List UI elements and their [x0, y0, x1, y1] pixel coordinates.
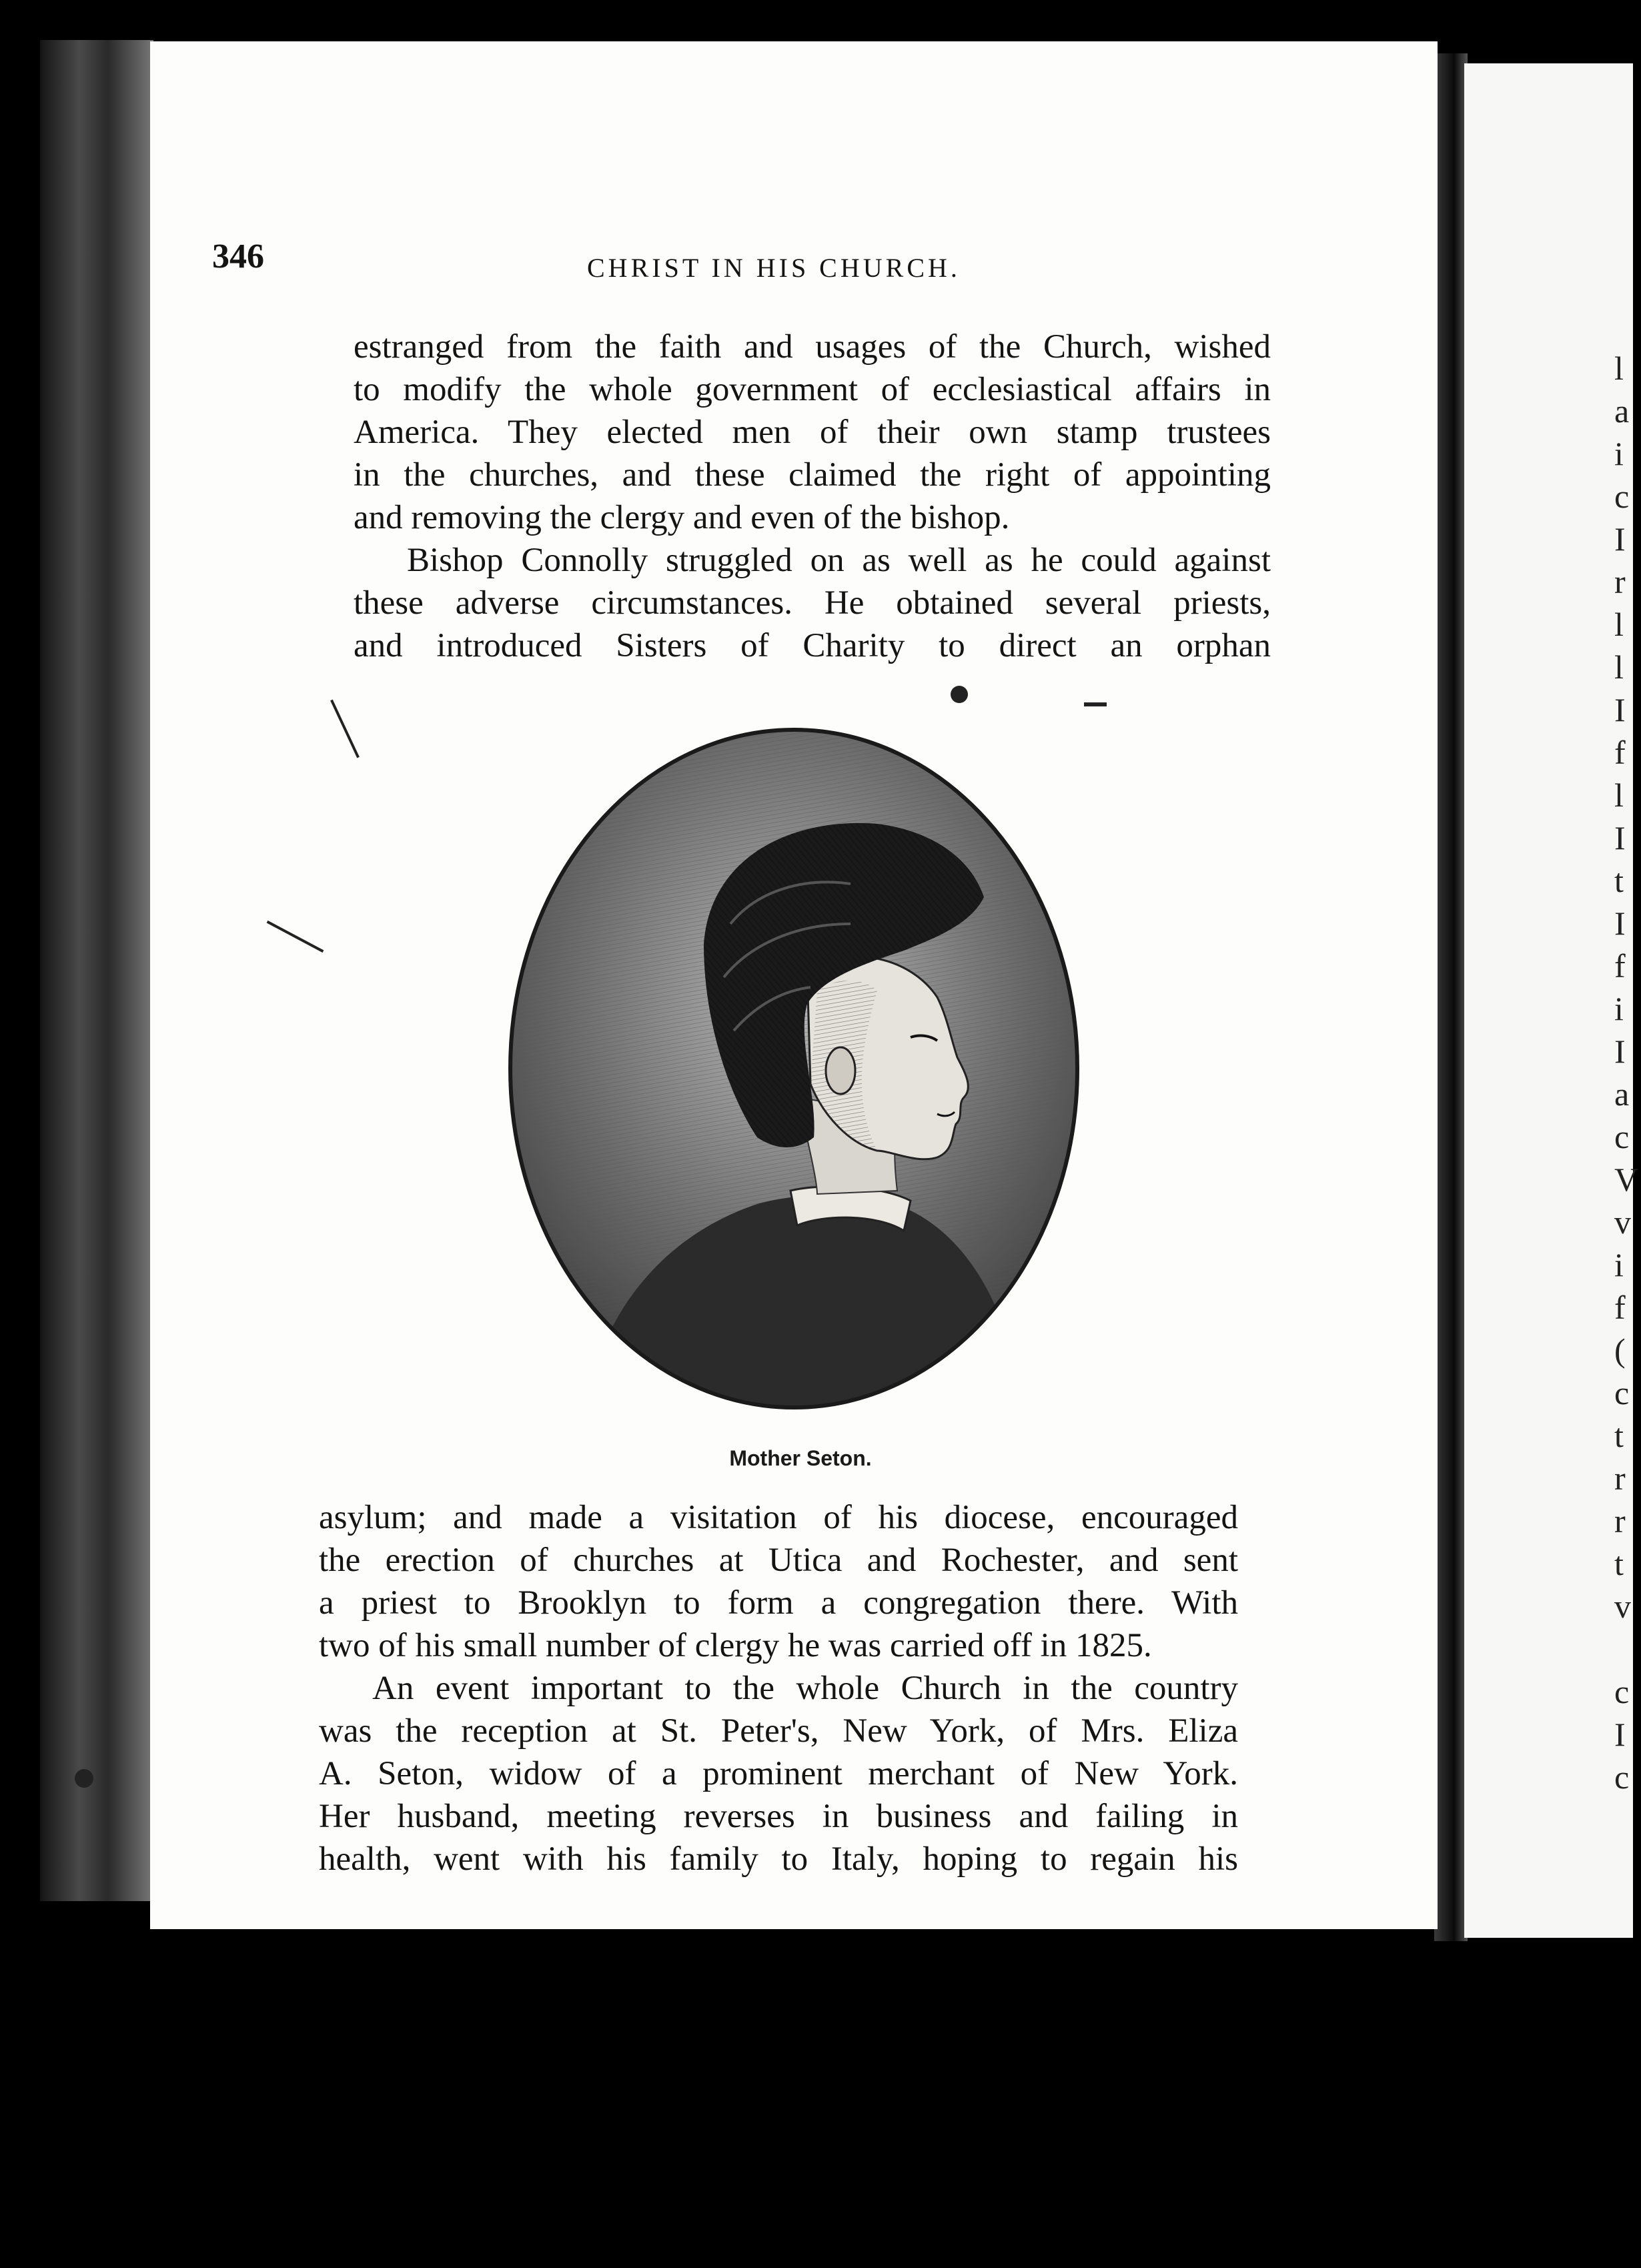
text-line: two of his small number of clergy he was carried off in 1825. [319, 1627, 1152, 1664]
right-page-fragment: I [1614, 520, 1626, 558]
right-page-fragment: f [1614, 947, 1626, 985]
right-page-fragment: f [1614, 1289, 1626, 1326]
right-page-fragment: i [1614, 990, 1624, 1027]
right-page-fragment: I [1614, 1033, 1626, 1070]
right-page-fragment: I [1614, 819, 1626, 857]
scan-speck [951, 686, 968, 703]
right-page-fragment: V [1614, 1161, 1639, 1198]
right-page-fragment: i [1614, 435, 1624, 472]
text-line: Bishop Connolly struggled on as well as he could against [407, 542, 1271, 579]
page-number: 346 [212, 237, 264, 275]
right-page-fragment: c [1614, 1758, 1630, 1796]
right-page-fragment: l [1614, 776, 1624, 814]
scan-speck [1084, 702, 1107, 706]
running-head: CHRIST IN HIS CHURCH. [587, 253, 961, 283]
scan-speck [75, 1769, 93, 1788]
text-line: An event important to the whole Church in the country [372, 1670, 1238, 1707]
right-page-fragment: I [1614, 691, 1626, 728]
text-line: A. Seton, widow of a prominent merchant of New York. [319, 1755, 1238, 1792]
text-line: and introduced Sisters of Charity to direct an orphan [354, 627, 1271, 664]
book-gutter [1434, 53, 1468, 1941]
text-line: was the reception at St. Peter's, New York, of Mrs. Eliza [319, 1712, 1238, 1750]
text-line: America. They elected men of their own stamp trustees [354, 414, 1271, 451]
text-line: these adverse circumstances. He obtained several priests, [354, 584, 1271, 622]
text-line: health, went with his family to Italy, hoping to regain his [319, 1840, 1238, 1878]
text-block-bottom [319, 1496, 1238, 1880]
right-page-fragment: a [1614, 392, 1630, 430]
text-line: the erection of churches at Utica and Rochester, and sent [319, 1542, 1238, 1579]
text-line: Her husband, meeting reverses in business and failing in [319, 1798, 1238, 1835]
right-page-fragment: v [1614, 1203, 1631, 1241]
portrait-illustration [504, 724, 1084, 1414]
right-page-fragment: f [1614, 734, 1626, 771]
right-page-fragment: c [1614, 1374, 1630, 1411]
right-page-fragment: c [1614, 478, 1630, 515]
right-page-text-fragments [1614, 347, 1641, 1798]
right-page-strip [1464, 63, 1633, 1938]
right-page-fragment: l [1614, 606, 1624, 643]
right-page-fragment: c [1614, 1118, 1630, 1155]
right-page-fragment: c [1614, 1673, 1630, 1710]
figure-caption: Mother Seton. [729, 1446, 872, 1470]
portrait-engraving [504, 724, 1084, 1414]
right-page-fragment: ( [1614, 1331, 1626, 1369]
text-line: estranged from the faith and usages of the Church, wished [354, 328, 1271, 366]
text-line: in the churches, and these claimed the right of appointing [354, 456, 1271, 494]
text-line: asylum; and made a visitation of his diocese, encouraged [319, 1499, 1238, 1536]
right-page-fragment: r [1614, 1502, 1626, 1540]
text-line: a priest to Brooklyn to form a congregation there. With [319, 1584, 1238, 1622]
right-page-fragment: t [1614, 1417, 1624, 1454]
right-page-fragment: l [1614, 648, 1624, 686]
right-page-fragment: t [1614, 862, 1624, 899]
text-line: to modify the whole government of ecclesiastical affairs in [354, 371, 1271, 408]
right-page-fragment [1614, 1628, 1641, 1670]
right-page-fragment: a [1614, 1075, 1630, 1113]
text-block-top [354, 326, 1271, 667]
right-page-fragment: v [1614, 1588, 1631, 1625]
right-page-fragment: I [1614, 905, 1626, 942]
right-page-fragment: i [1614, 1246, 1624, 1283]
left-page-edge [40, 40, 153, 1901]
right-page-fragment: I [1614, 1716, 1626, 1753]
right-page-fragment: r [1614, 1460, 1626, 1497]
right-page-fragment: l [1614, 350, 1624, 387]
right-page-fragment: r [1614, 563, 1626, 600]
right-page-fragment: t [1614, 1545, 1624, 1582]
text-line: and removing the clergy and even of the bishop. [354, 499, 1010, 536]
